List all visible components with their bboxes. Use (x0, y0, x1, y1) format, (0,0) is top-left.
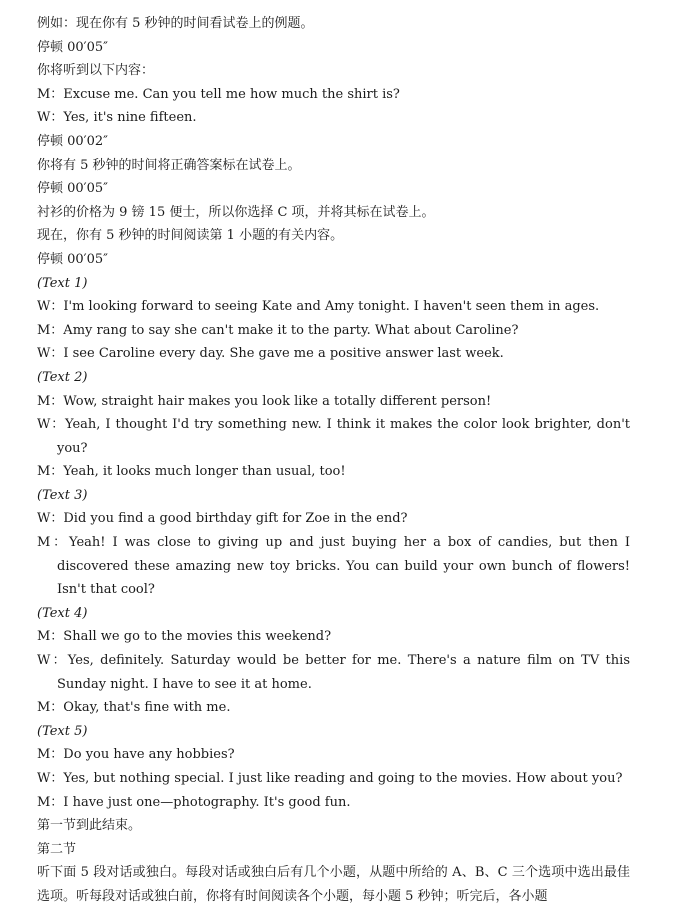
dialogue-line: M：Do you have any hobbies? (37, 747, 235, 763)
section-end-line: 第一节到此结束。 (37, 818, 142, 834)
text-heading: (Text 1) (37, 275, 88, 291)
pause-marker: 停顿 00′05″ (37, 251, 109, 267)
dialogue-line: W：Yes, but nothing special. I just like reading and going to the movies. How about you? (37, 771, 623, 786)
dialogue-line: M：Okay, that's fine with me. (37, 700, 231, 716)
dialogue-line: W：Did you find a good birthday gift for Zoe in the end? (37, 511, 408, 527)
dialogue-line: W：I'm looking forward to seeing Kate and Amy tonight. I haven't seen them in ages. (37, 299, 600, 315)
instruction-example: 例如：现在你有 5 秒钟的时间看试卷上的例题。 (37, 16, 314, 31)
text-heading: (Text 4) (37, 605, 88, 621)
section-heading: 第二节 (37, 841, 77, 857)
pause-marker: 停顿 00′05″ (37, 39, 109, 55)
dialogue-line: M：Wow, straight hair makes you look like a totally different person! (37, 393, 492, 409)
text-heading: (Text 3) (37, 487, 88, 503)
section-instructions: 听下面 5 段对话或独白。每段对话或独白后有几个小题，从题中所给的 A、B、C 三个选项中选出最佳选项。听每段对话或独白前，你将有时间阅读各个小题，每小题 5 秒钟；听完后，各小题 (37, 865, 630, 904)
text-heading: (Text 2) (37, 369, 88, 385)
dialogue-line: M：Yeah, it looks much longer than usual, too! (37, 464, 346, 480)
text-heading: (Text 5) (37, 723, 88, 739)
dialogue-line: M：I have just one—photography. It's good fun. (37, 794, 351, 810)
instruction-line: 你将有 5 秒钟的时间将正确答案标在试卷上。 (37, 157, 301, 173)
dialogue-line: M：Amy rang to say she can't make it to the party. What about Caroline? (37, 322, 519, 338)
pause-marker: 停顿 00′05″ (37, 181, 109, 197)
instruction-line: 现在，你有 5 秒钟的时间阅读第 1 小题的有关内容。 (37, 228, 344, 244)
dialogue-line: M：Excuse me. Can you tell me how much the shirt is? (37, 86, 400, 102)
dialogue-line: M：Shall we go to the movies this weekend? (37, 629, 332, 645)
dialogue-line: W：Yes, definitely. Saturday would be better for me. There's a nature film on TV this Sunday night. I have to see it at home. (37, 653, 630, 692)
dialogue-line: W：Yes, it's nine fifteen. (37, 110, 197, 126)
pause-marker: 停顿 00′02″ (37, 133, 109, 149)
instruction-line: 衬衫的价格为 9 镑 15 便士，所以你选择 C 项，并将其标在试卷上。 (37, 204, 435, 220)
dialogue-line: W：I see Caroline every day. She gave me a positive answer last week. (37, 346, 504, 362)
dialogue-line: W：Yeah, I thought I'd try something new. I think it makes the color look brighter, don't you? (37, 417, 630, 456)
dialogue-line: M：Yeah! I was close to giving up and just buying her a box of candies, but then I discovered these amazing new toy bricks. You can build your own bunch of flowers! Isn't that cool? (37, 535, 630, 598)
instruction-line: 你将听到以下内容： (37, 63, 155, 79)
